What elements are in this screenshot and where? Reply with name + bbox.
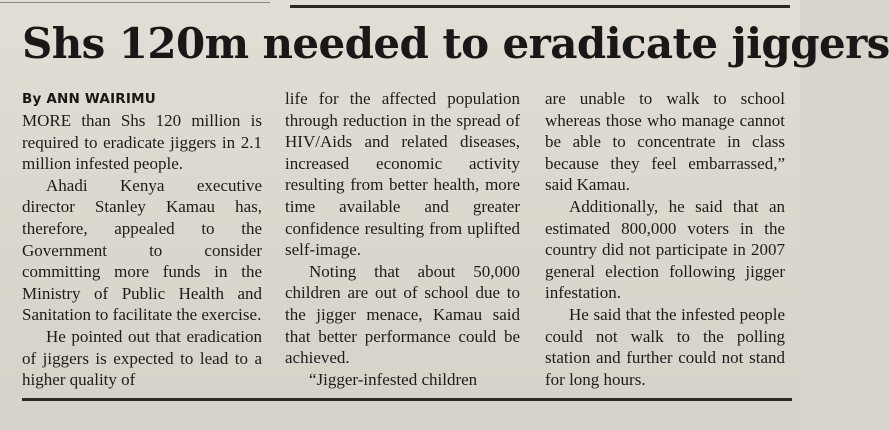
- paragraph: life for the affected population through reduction in the spread of HIV/Aids and related diseases, increased economic activity resulting from better health, more time available and greater confidence resulting from uplifted self-image.: [285, 89, 520, 260]
- paragraph: He said that the infested people could not walk to the polling station and further could not stand for long hours.: [545, 304, 785, 389]
- top-thin-rule: [0, 2, 270, 3]
- paragraph: Additionally, he said that an estimated 800,000 voters in the country did not participate in 2007 general election following jigger infestation.: [545, 196, 785, 303]
- byline: By ANN WAIRIMU: [22, 91, 156, 107]
- article-column-2: [285, 88, 520, 390]
- paragraph: MORE than Shs 120 million is required to eradicate jiggers in 2.1 million infested people.: [22, 111, 262, 174]
- bottom-rule: [22, 398, 792, 401]
- headline: Shs 120m needed to eradicate jiggers: [22, 19, 890, 68]
- paragraph: “Jigger-infested children: [309, 369, 478, 389]
- article-column-1: [22, 88, 262, 391]
- top-rule: [290, 5, 790, 8]
- paragraph: Ahadi Kenya executive director Stanley Kamau has, therefore, appealed to the Government to consider committing more funds in the Ministry of Public Health and Sanitation to facilitate the exercise.: [22, 175, 262, 325]
- paragraph: He pointed out that eradication of jiggers is expected to lead to a higher quality of: [22, 326, 262, 390]
- paragraph: are unable to walk to school whereas those who manage cannot be able to concentrate in class because they feel embarrassed,” said Kamau.: [545, 89, 785, 195]
- article-column-3: [545, 88, 785, 390]
- paragraph: Noting that about 50,000 children are out of school due to the jigger menace, Kamau said that better performance could be achieved.: [285, 261, 520, 368]
